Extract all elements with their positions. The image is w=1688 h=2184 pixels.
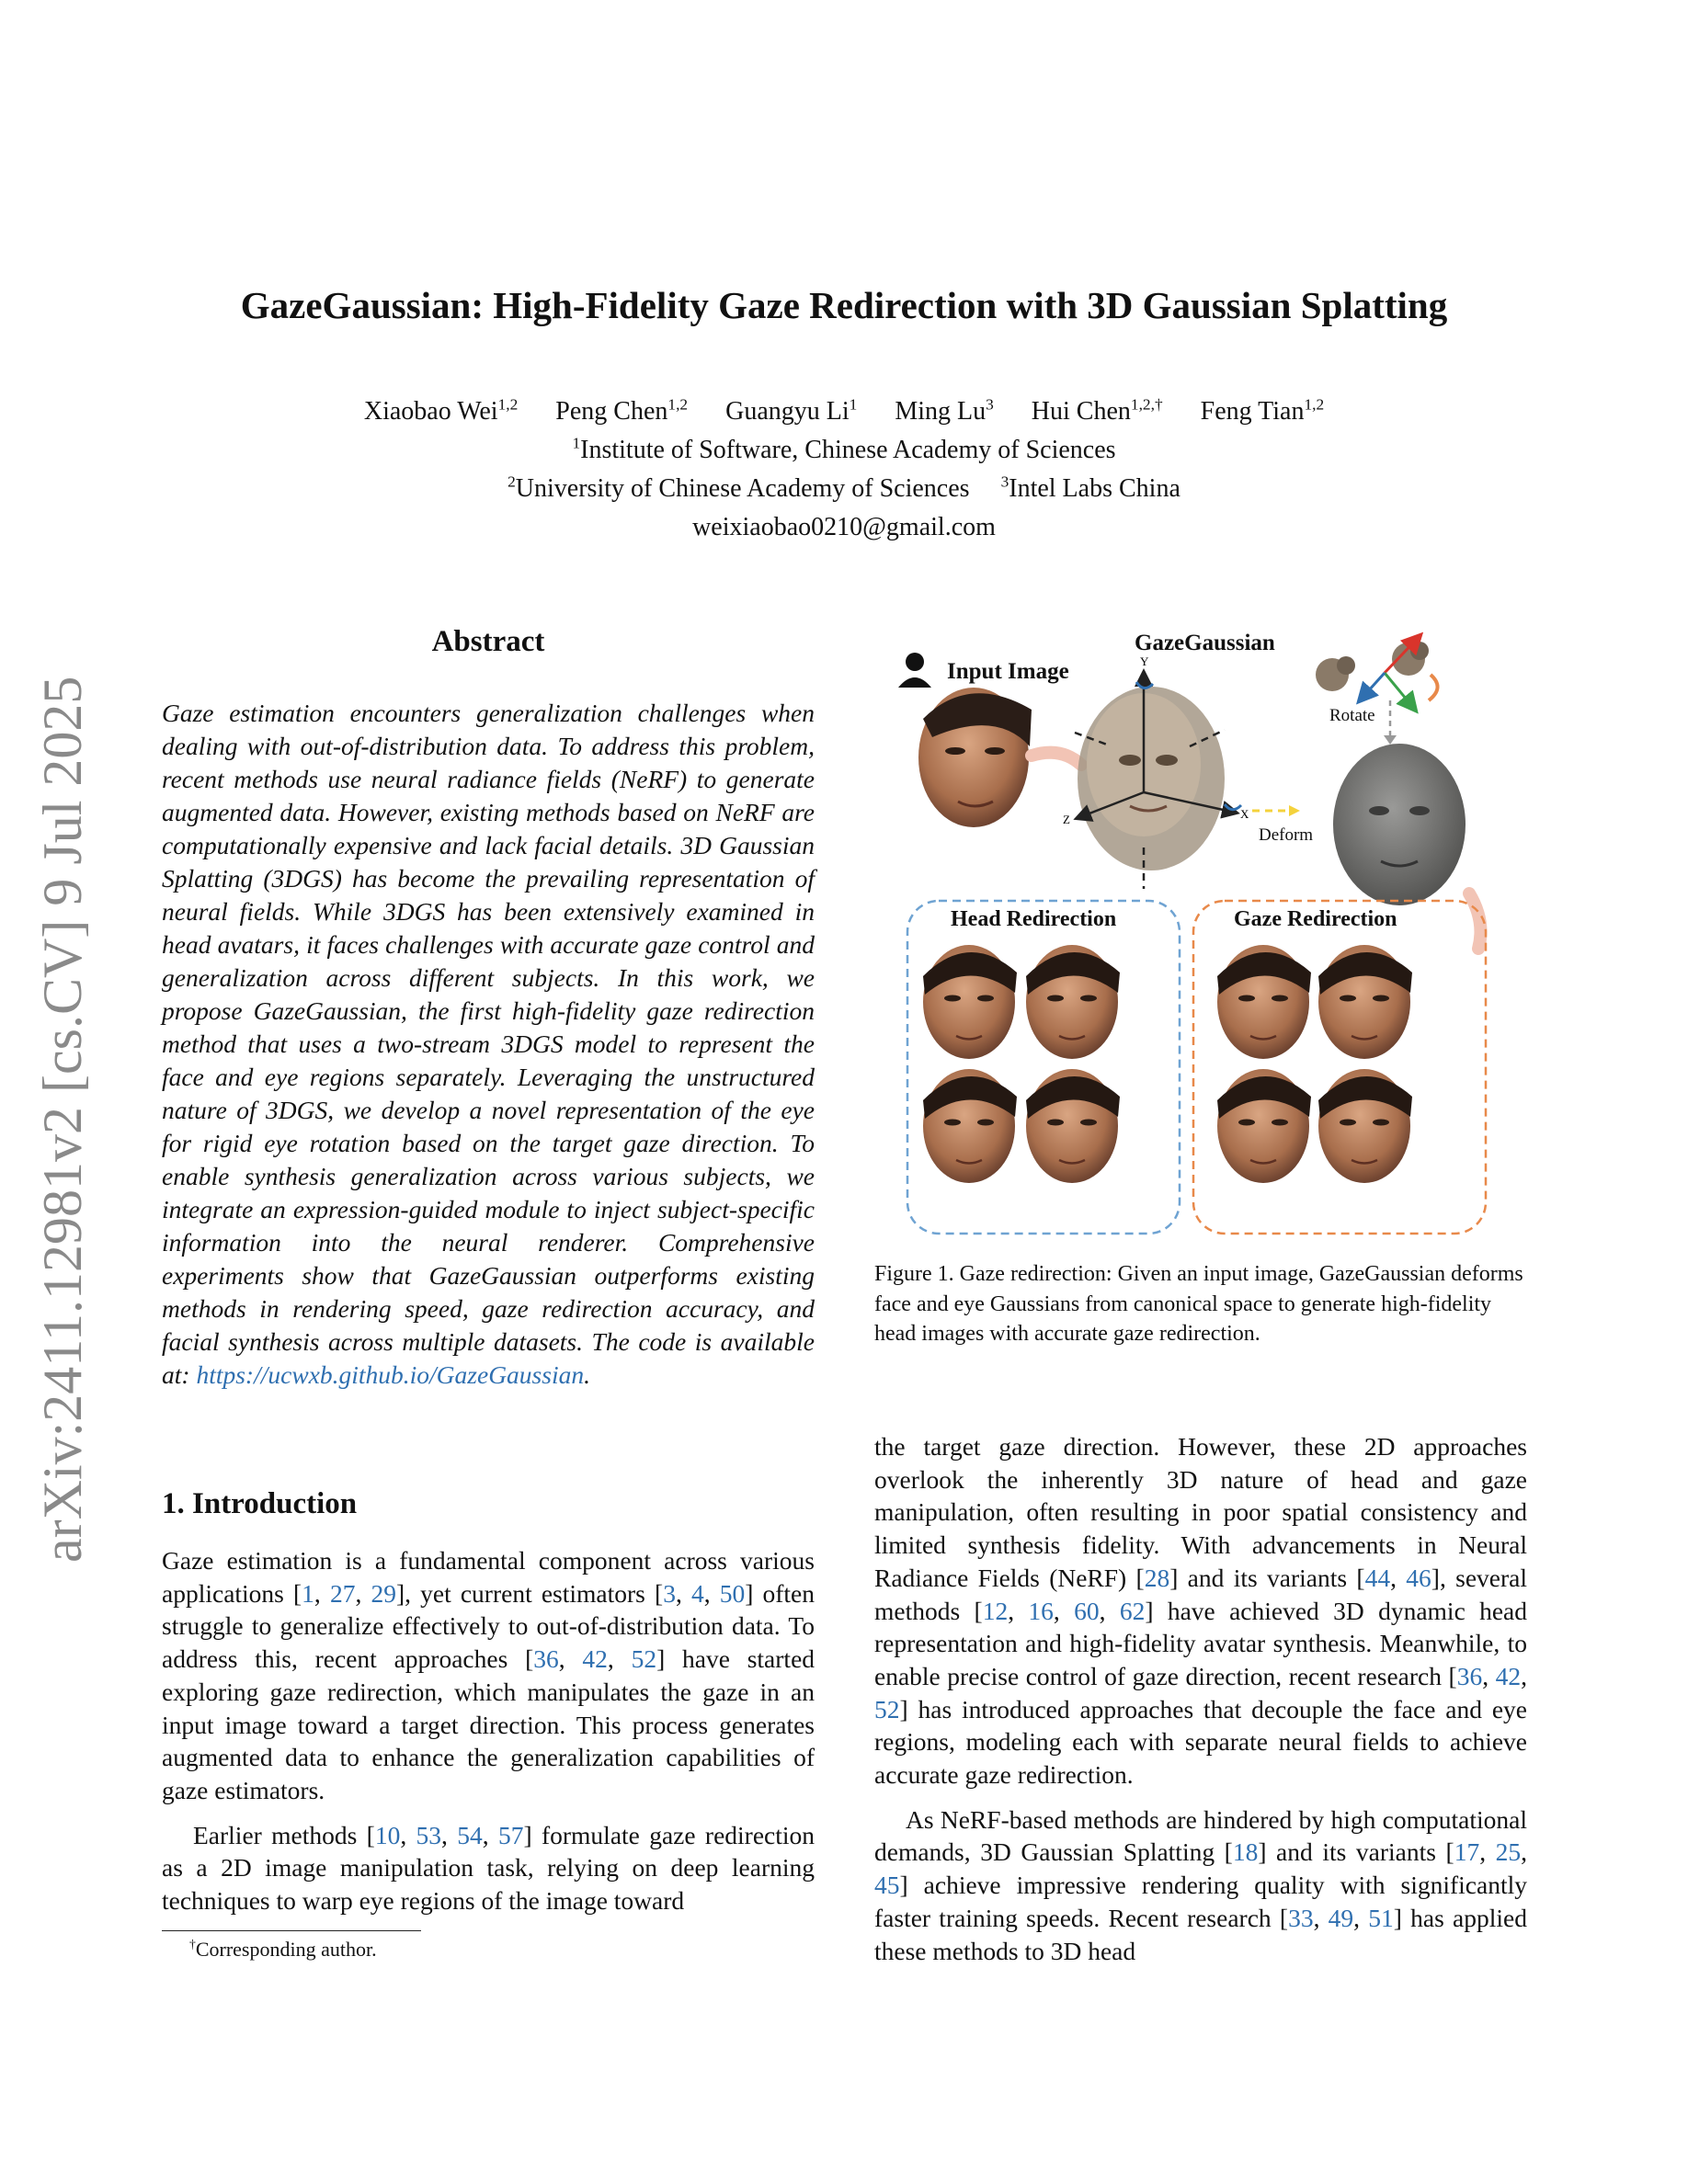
text-run: , (400, 1820, 416, 1849)
text-run: , (314, 1578, 330, 1608)
face-thumbnail (1026, 945, 1120, 1059)
author-list (0, 397, 1688, 427)
text-run: ] achieve impressive rendering quality with significantly faster training speeds. Recent research [ (874, 1871, 1527, 1932)
abstract-body: Gaze estimation encounters generalization challenges when dealing with out-of-distribution data. To address this problem, recent methods use neural radiance fields (NeRF) to generate augmented data. However, existing methods based on NeRF are computationally expensive and lack facial details. 3D Gaussian Splatting (3DGS) has become the prevailing representation of neural fields. While 3DGS has been extensively examined in head avatars, it faces challenges with accurate gaze control and generalization across different subjects. In this work, we propose GazeGaussian, the first high-fidelity gaze redirection method that uses a two-stream 3DGS model to represent the face and eye regions separately. Leveraging the unstructured nature of 3DGS, we develop a novel representation of the eye for rigid eye rotation based on the target gaze direction. To enable synthesis generalization across various subjects, we integrate an expression-guided module to inject subject-specific information into the neural renderer. Comprehensive experiments show that GazeGaussian outperforms existing methods in rendering speed, gaze redirection accuracy, and facial synthesis across multiple datasets. The code is available at: https://ucwxb.github.io/GazeGaussian. (162, 699, 815, 1389)
text-run: , (1521, 1837, 1528, 1867)
svg-text:Z: Z (1063, 813, 1070, 826)
figure-1-graphic (868, 618, 1511, 1243)
text-run: ], several methods [ (874, 1563, 1528, 1625)
face-thumbnail (1217, 945, 1311, 1059)
input-image-label: Input Image (947, 659, 1069, 684)
figure-caption: Figure 1. Gaze redirection: Given an input image, GazeGaussian deforms face and eye Gaussians from canonical space to generate high-fidelity head images with accurate gaze redirection. (874, 1262, 1523, 1346)
citation-link[interactable]: 42 (1495, 1661, 1522, 1690)
text-run: Gaze estimation is a fundamental component across various applications [ (162, 1546, 815, 1608)
person-icon (898, 653, 931, 688)
face-thumbnail (1318, 1069, 1412, 1183)
face-thumbnail (923, 945, 1017, 1059)
text-run: , (1313, 1903, 1329, 1932)
author: Xiaobao Wei$^{1,2}$ (363, 395, 519, 426)
text-run: , (1053, 1596, 1075, 1625)
text-run: ], yet current estimators [ (395, 1578, 664, 1608)
section-heading: 1. Introduction (162, 1487, 358, 1520)
text-run: ] have started exploring gaze redirection, which manipulates the gaze in an input image toward a target direction. This process generates augmented data to enhance the generalization capabilities of gaze estimators. (162, 1644, 815, 1804)
citation-link[interactable]: 36 (1456, 1661, 1483, 1690)
paragraph (162, 1819, 815, 1917)
citation-link[interactable]: 33 (1288, 1903, 1314, 1932)
text-run: ] and its variants [ (1258, 1837, 1454, 1867)
citation-link[interactable]: 17 (1454, 1837, 1480, 1867)
text-run: , (675, 1578, 691, 1608)
svg-text:X: X (1240, 807, 1249, 821)
citation-link[interactable]: 44 (1364, 1563, 1391, 1592)
citation-link[interactable]: 36 (533, 1644, 559, 1674)
face-thumbnail (1217, 1069, 1311, 1183)
citation-link[interactable]: 28 (1144, 1563, 1170, 1592)
author: Peng Chen$^{1,2}$ (555, 395, 689, 426)
text-run: As NeRF-based methods are hindered by high computational demands, 3D Gaussian Splatting [ (874, 1804, 1527, 1867)
svg-text:Y: Y (1140, 654, 1149, 668)
text-run: , (1099, 1596, 1120, 1625)
citation-link[interactable]: 50 (719, 1578, 746, 1608)
citation-link[interactable]: 18 (1232, 1837, 1259, 1867)
author: Hui Chen$^{1,2,\dagger}$ (1031, 395, 1163, 426)
text-run: , (1353, 1903, 1369, 1932)
text-run: , (1482, 1661, 1496, 1690)
paragraph (874, 1803, 1527, 1968)
head-redirection-panel (907, 901, 1180, 1234)
text-run: , (1390, 1563, 1407, 1592)
rotate-diagram (1316, 636, 1438, 710)
affiliation: $^2$University of Chinese Academy of Sciences $^3$Intel Labs China (508, 472, 1180, 503)
author: Ming Lu$^3$ (895, 395, 994, 426)
citation-link[interactable]: 3 (663, 1578, 676, 1608)
footnote: †Corresponding author. (189, 1937, 377, 1961)
citation-link[interactable]: 62 (1119, 1596, 1146, 1625)
citation-link[interactable]: 52 (631, 1644, 657, 1674)
intro-right-column (874, 1430, 1527, 1967)
author-email[interactable]: weixiaobao0210@gmail.com (692, 513, 996, 541)
gaussian-point-cloud (1078, 687, 1225, 870)
citation-link[interactable]: 60 (1074, 1596, 1100, 1625)
citation-link[interactable]: 52 (874, 1694, 900, 1723)
input-face-image (918, 688, 1032, 827)
citation-link[interactable]: 49 (1328, 1903, 1354, 1932)
gaze-redirection-label: Gaze Redirection (1234, 907, 1397, 931)
rendered-head (1333, 744, 1466, 905)
citation-link[interactable]: 27 (329, 1578, 356, 1608)
text-run: ] have achieved 3D dynamic head representation and high-fidelity avatar synthesis. Meanwhile, to enable precise control of gaze direction, recent research [ (874, 1596, 1528, 1690)
figure-1 (868, 618, 1511, 1243)
paragraph (162, 1544, 815, 1807)
text-run: , (1008, 1596, 1029, 1625)
author: Guangyu Li$^1$ (725, 395, 858, 426)
intro-left-column (162, 1544, 815, 1917)
text-run: , (1521, 1661, 1527, 1690)
face-thumbnail (1026, 1069, 1120, 1183)
text-run: ] often struggle to generalize effectively to out-of-distribution data. To address this, recent approaches [ (162, 1578, 815, 1674)
face-thumbnail (1318, 945, 1412, 1059)
citation-link[interactable]: 4 (690, 1578, 704, 1608)
citation-link[interactable]: 57 (497, 1820, 524, 1849)
citation-link[interactable]: 53 (416, 1820, 442, 1849)
citation-link[interactable]: 51 (1368, 1903, 1394, 1932)
deform-label: Deform (1259, 825, 1314, 845)
flow-arrow (1032, 753, 1081, 765)
text-run: , (558, 1644, 583, 1674)
citation-link[interactable]: 54 (457, 1820, 483, 1849)
text-run: , (607, 1644, 632, 1674)
arxiv-stamp: arXiv:2411.12981v2 [cs.CV] 9 Jul 2025 (32, 676, 93, 1563)
face-thumbnail (923, 1069, 1017, 1183)
citation-link[interactable]: 42 (582, 1644, 608, 1674)
author: Feng Tian$^{1,2}$ (1200, 395, 1325, 426)
text-run: ] and its variants [ (1169, 1563, 1365, 1592)
citation-link[interactable]: 12 (982, 1596, 1009, 1625)
text-run: ] formulate gaze redirection as a 2D image manipulation task, relying on deep learning techniques to warp eye regions of the image toward (162, 1820, 815, 1916)
citation-link[interactable]: 46 (1406, 1563, 1431, 1592)
text-run: , (441, 1820, 458, 1849)
text-run: , (355, 1578, 371, 1608)
text-run: ] has introduced approaches that decouple the face and eye regions, modeling each with separate neural fields to achieve accurate gaze redirection. (874, 1694, 1527, 1790)
affiliation: $^1$Institute of Software, Chinese Academy of Sciences (572, 434, 1116, 464)
rotate-label: Rotate (1329, 706, 1375, 725)
text-run: , (703, 1578, 720, 1608)
text-run: ] has applied these methods to 3D head (874, 1903, 1528, 1965)
redirected-faces (934, 939, 936, 941)
flow-arrow (1469, 893, 1480, 949)
paper-title: GazeGaussian: High-Fidelity Gaze Redirection with 3D Gaussian Splatting (240, 284, 1448, 326)
citation-link[interactable]: 25 (1495, 1837, 1522, 1867)
citation-link[interactable]: 10 (374, 1820, 401, 1849)
text-run: Earlier methods [ (193, 1820, 375, 1849)
paragraph (874, 1430, 1527, 1792)
citation-link[interactable]: 29 (371, 1578, 396, 1608)
abstract-heading: Abstract (431, 625, 545, 658)
gazegaussian-label: GazeGaussian (1135, 631, 1275, 655)
citation-link[interactable]: 16 (1028, 1596, 1054, 1625)
code-link[interactable]: https://ucwxb.github.io/GazeGaussian (196, 1360, 585, 1389)
citation-link[interactable]: 45 (874, 1871, 900, 1900)
footnote-rule (162, 1930, 421, 1931)
text-run: , (482, 1820, 498, 1849)
citation-link[interactable]: 1 (302, 1578, 314, 1608)
gaze-redirection-panel (1193, 901, 1486, 1234)
head-redirection-label: Head Redirection (951, 907, 1117, 931)
text-run: , (1479, 1837, 1496, 1867)
text-run: the target gaze direction. However, these 2D approaches overlook the inherently 3D nature of head and gaze manipulation, often resulting in poor spatial consistency and limited synthesis fidelity. With advancements in Neural Radiance Fields (NeRF) [ (874, 1432, 1527, 1592)
